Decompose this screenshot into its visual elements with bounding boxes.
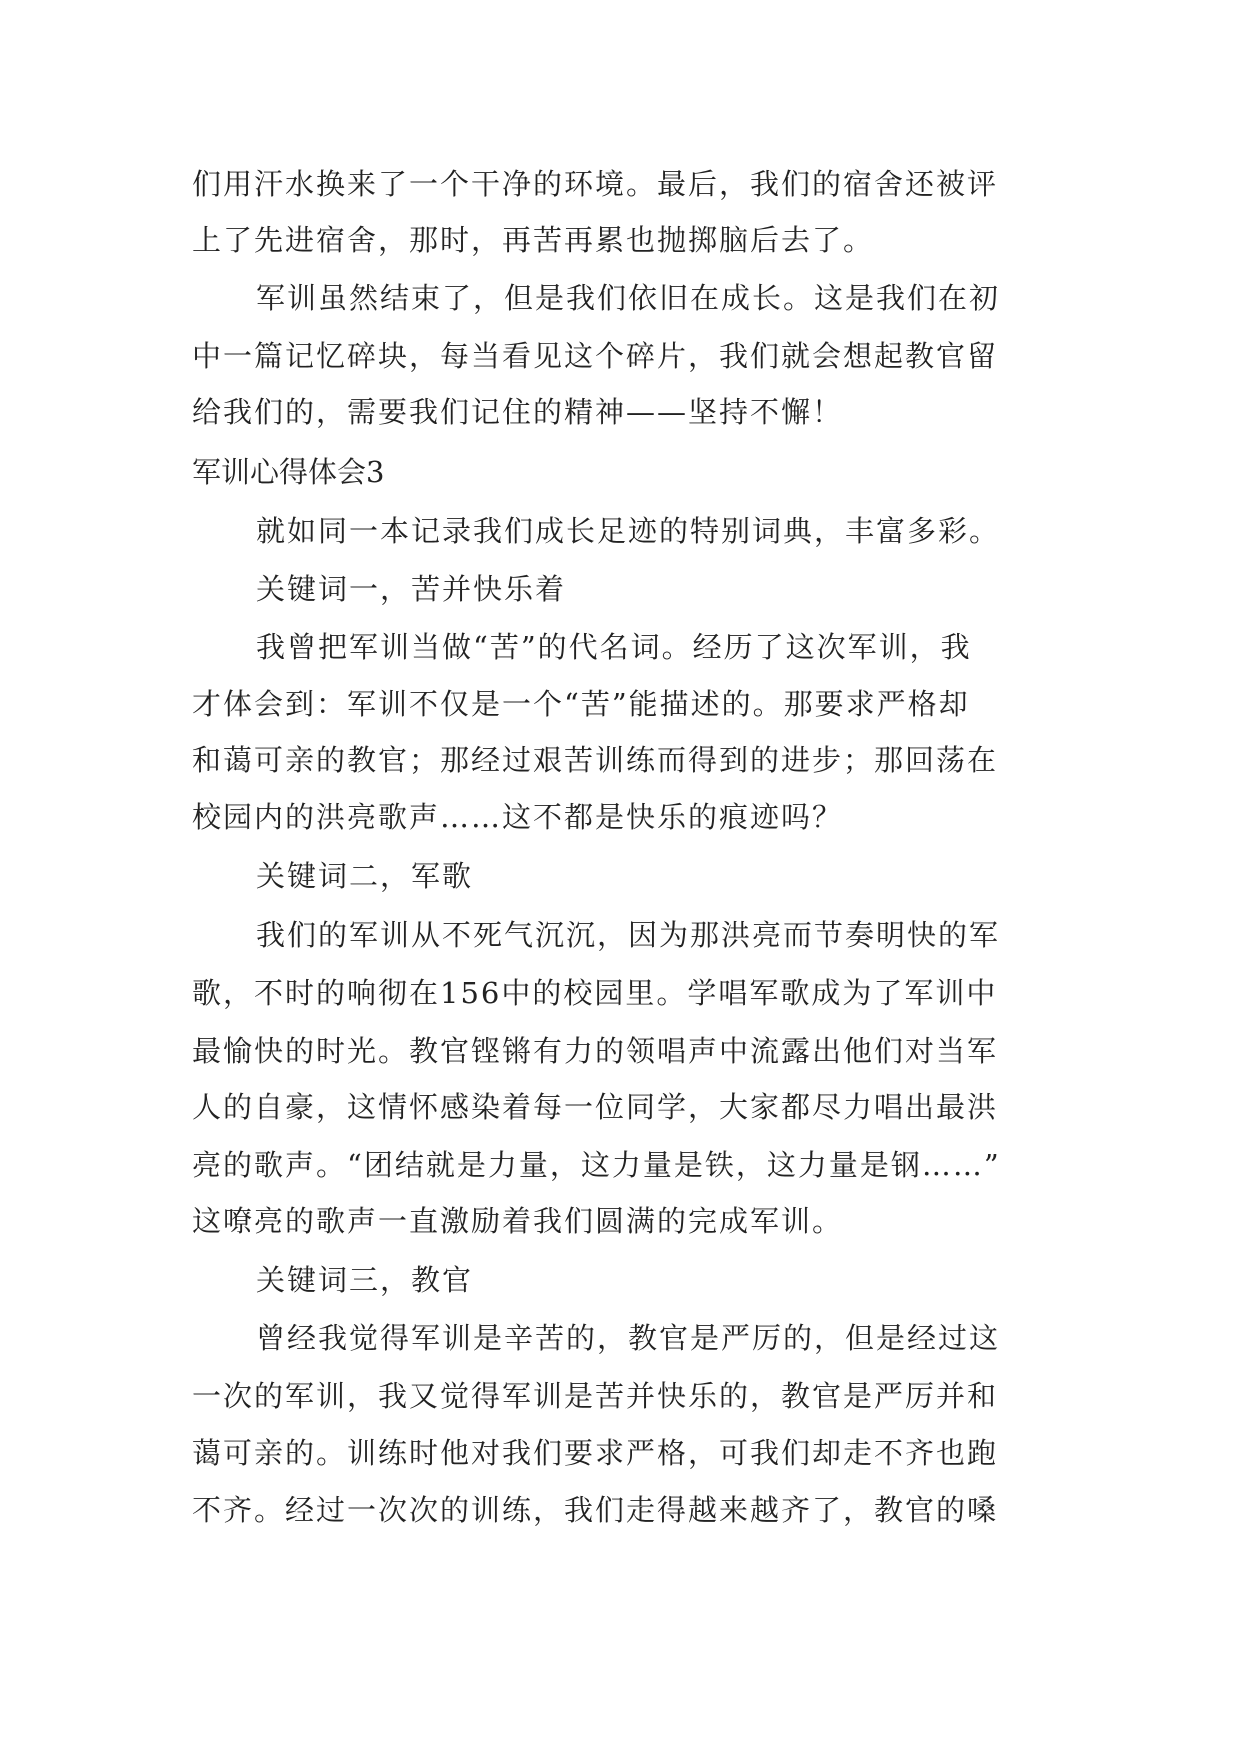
paragraph-line: 人的自豪，这情怀感染着每一位同学，大家都尽力唱出最洪: [192, 1090, 999, 1124]
paragraph-line: 中一篇记忆碎块，每当看见这个碎片，我们就会想起教官留: [192, 339, 999, 373]
paragraph-line: 一次的军训，我又觉得军训是苦并快乐的，教官是严厉并和: [192, 1379, 999, 1413]
paragraph-line: 曾经我觉得军训是辛苦的，教官是严厉的，但是经过这: [256, 1321, 1001, 1355]
paragraph-line: 这嘹亮的歌声一直激励着我们圆满的完成军训。: [192, 1204, 844, 1238]
keyword-heading: 关键词二，军歌: [256, 859, 474, 893]
paragraph-line: 就如同一本记录我们成长足迹的特别词典，丰富多彩。: [256, 514, 1001, 548]
paragraph-line: 我们的军训从不死气沉沉，因为那洪亮而节奏明快的军: [256, 918, 1001, 952]
paragraph-line: 不齐。经过一次次的训练，我们走得越来越齐了，教官的嗓: [192, 1493, 999, 1527]
paragraph-line: 歌，不时的响彻在156中的校园里。学唱军歌成为了军训中: [192, 976, 998, 1010]
keyword-heading: 关键词三，教官: [256, 1263, 474, 1297]
paragraph-line: 校园内的洪亮歌声……这不都是快乐的痕迹吗？: [192, 800, 844, 834]
paragraph-line: 最愉快的时光。教官铿锵有力的领唱声中流露出他们对当军: [192, 1034, 999, 1068]
paragraph-line: 蔼可亲的。训练时他对我们要求严格，可我们却走不齐也跑: [192, 1436, 999, 1470]
section-heading: 军训心得体会3: [192, 455, 385, 489]
keyword-heading: 关键词一，苦并快乐着: [256, 572, 567, 606]
paragraph-line: 上了先进宿舍，那时，再苦再累也抛掷脑后去了。: [192, 223, 875, 257]
paragraph-line: 军训虽然结束了，但是我们依旧在成长。这是我们在初: [256, 281, 1001, 315]
paragraph-line: 我曾把军训当做“苦”的代名词。经历了这次军训，我: [256, 630, 972, 664]
paragraph-line: 给我们的，需要我们记住的精神——坚持不懈！: [192, 395, 844, 429]
paragraph-line: 和蔼可亲的教官；那经过艰苦训练而得到的进步；那回荡在: [192, 743, 999, 777]
paragraph-line: 亮的歌声。“团结就是力量，这力量是铁，这力量是钢……”: [192, 1148, 1001, 1182]
paragraph-line: 们用汗水换来了一个干净的环境。最后，我们的宿舍还被评: [192, 167, 999, 201]
paragraph-line: 才体会到：军训不仅是一个“苦”能描述的。那要求严格却: [192, 687, 970, 721]
